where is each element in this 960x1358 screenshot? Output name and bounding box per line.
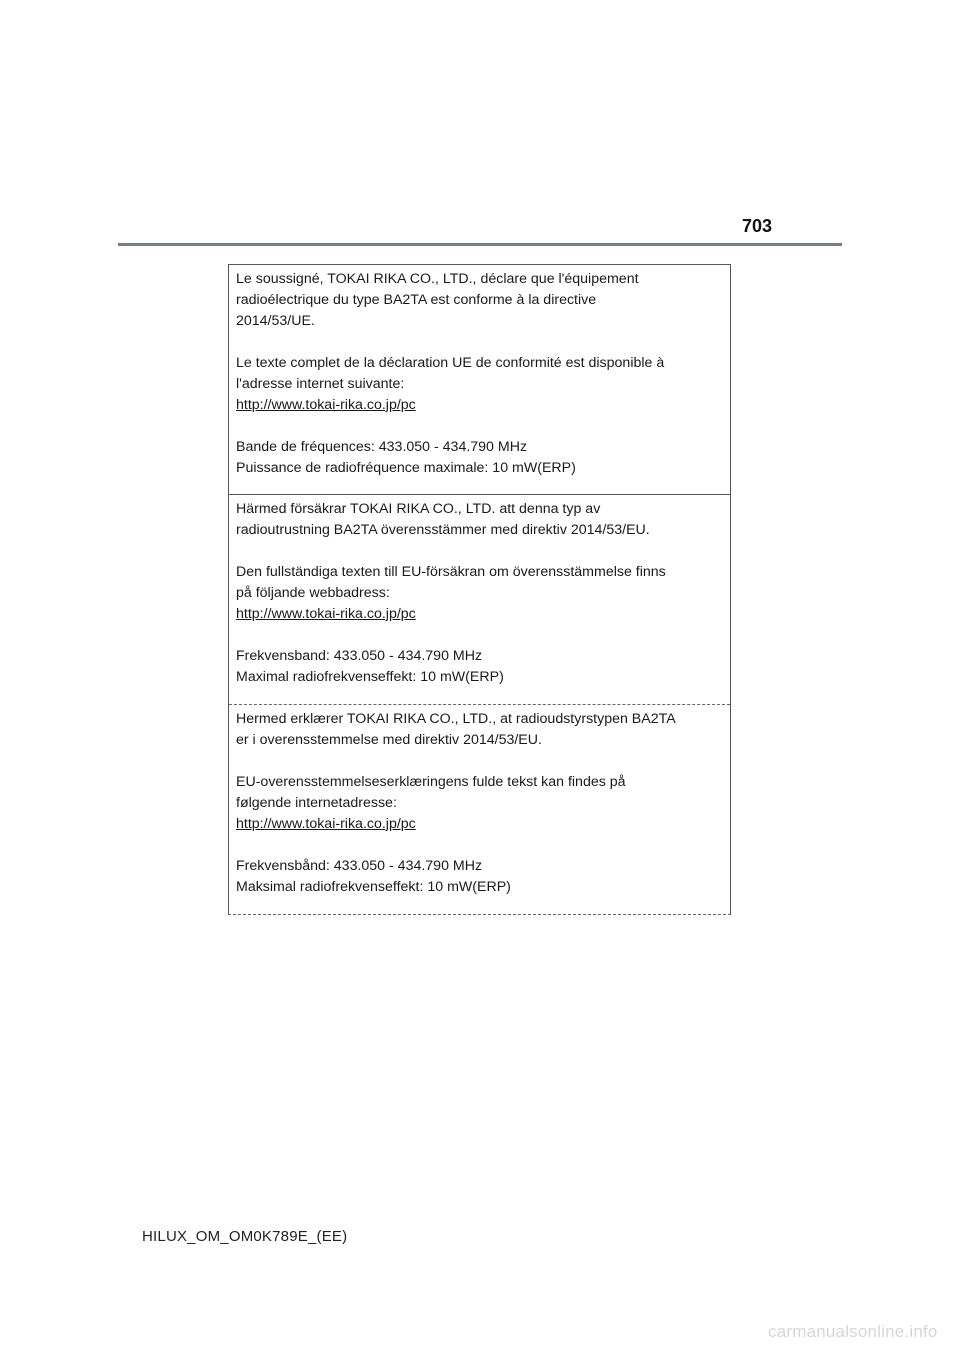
frequency-band: Bande de fréquences: 433.050 - 434.790 MHz (236, 439, 528, 455)
text-line: Härmed försäkrar TOKAI RIKA CO., LTD. att denna typ av (236, 501, 601, 517)
text-line: radioutrustning BA2TA överensstämmer med direktiv 2014/53/EU. (236, 522, 650, 538)
radio-specs (236, 856, 704, 898)
text-line: 2014/53/UE. (236, 313, 315, 329)
text-line: er i overensstemmelse med direktiv 2014/53/EU. (236, 732, 542, 748)
text-line: radioélectrique du type BA2TA est conforme à la directive (236, 292, 597, 308)
frequency-band: Frekvensbånd: 433.050 - 434.790 MHz (236, 858, 483, 874)
max-power: Puissance de radiofréquence maximale: 10 mW(ERP) (236, 460, 576, 476)
radio-specs (236, 437, 704, 479)
declaration-notice-box (228, 264, 731, 915)
manual-code-footer: HILUX_OM_OM0K789E_(EE) (142, 1228, 348, 1245)
text-line: l'adresse internet suivante: (236, 376, 405, 392)
max-power: Maksimal radiofrekvenseffekt: 10 mW(ERP) (236, 879, 511, 895)
availability-statement (236, 562, 704, 625)
declaration-section-swedish (229, 494, 730, 704)
max-power: Maximal radiofrekvenseffekt: 10 mW(ERP) (236, 669, 504, 685)
header-rule (118, 243, 842, 246)
text-line: følgende internetadresse: (236, 795, 397, 811)
declaration-url-link[interactable]: http://www.tokai-rika.co.jp/pc (236, 606, 416, 622)
declaration-url-link[interactable]: http://www.tokai-rika.co.jp/pc (236, 397, 416, 413)
declaration-statement (236, 499, 704, 541)
declaration-section-french (229, 265, 730, 494)
page-number: 703 (741, 216, 772, 236)
declaration-statement (236, 269, 704, 332)
frequency-band: Frekvensband: 433.050 - 434.790 MHz (236, 648, 483, 664)
declaration-statement (236, 709, 704, 751)
text-line: Den fullständiga texten till EU-försäkran om överensstämmelse finns (236, 564, 666, 580)
declaration-url-link[interactable]: http://www.tokai-rika.co.jp/pc (236, 816, 416, 832)
availability-statement (236, 772, 704, 835)
text-line: Le soussigné, TOKAI RIKA CO., LTD., déclare que l'équipement (236, 271, 639, 287)
site-watermark: carmanualsonline.info (768, 1322, 938, 1341)
declaration-section-danish (229, 704, 730, 916)
text-line: Le texte complet de la déclaration UE de conformité est disponible à (236, 355, 665, 371)
radio-specs (236, 646, 704, 688)
availability-statement (236, 353, 704, 416)
text-line: på följande webbadress: (236, 585, 390, 601)
text-line: EU-overensstemmelseserklæringens fulde tekst kan findes på (236, 774, 626, 790)
text-line: Hermed erklærer TOKAI RIKA CO., LTD., at radioudstyrstypen BA2TA (236, 711, 676, 727)
